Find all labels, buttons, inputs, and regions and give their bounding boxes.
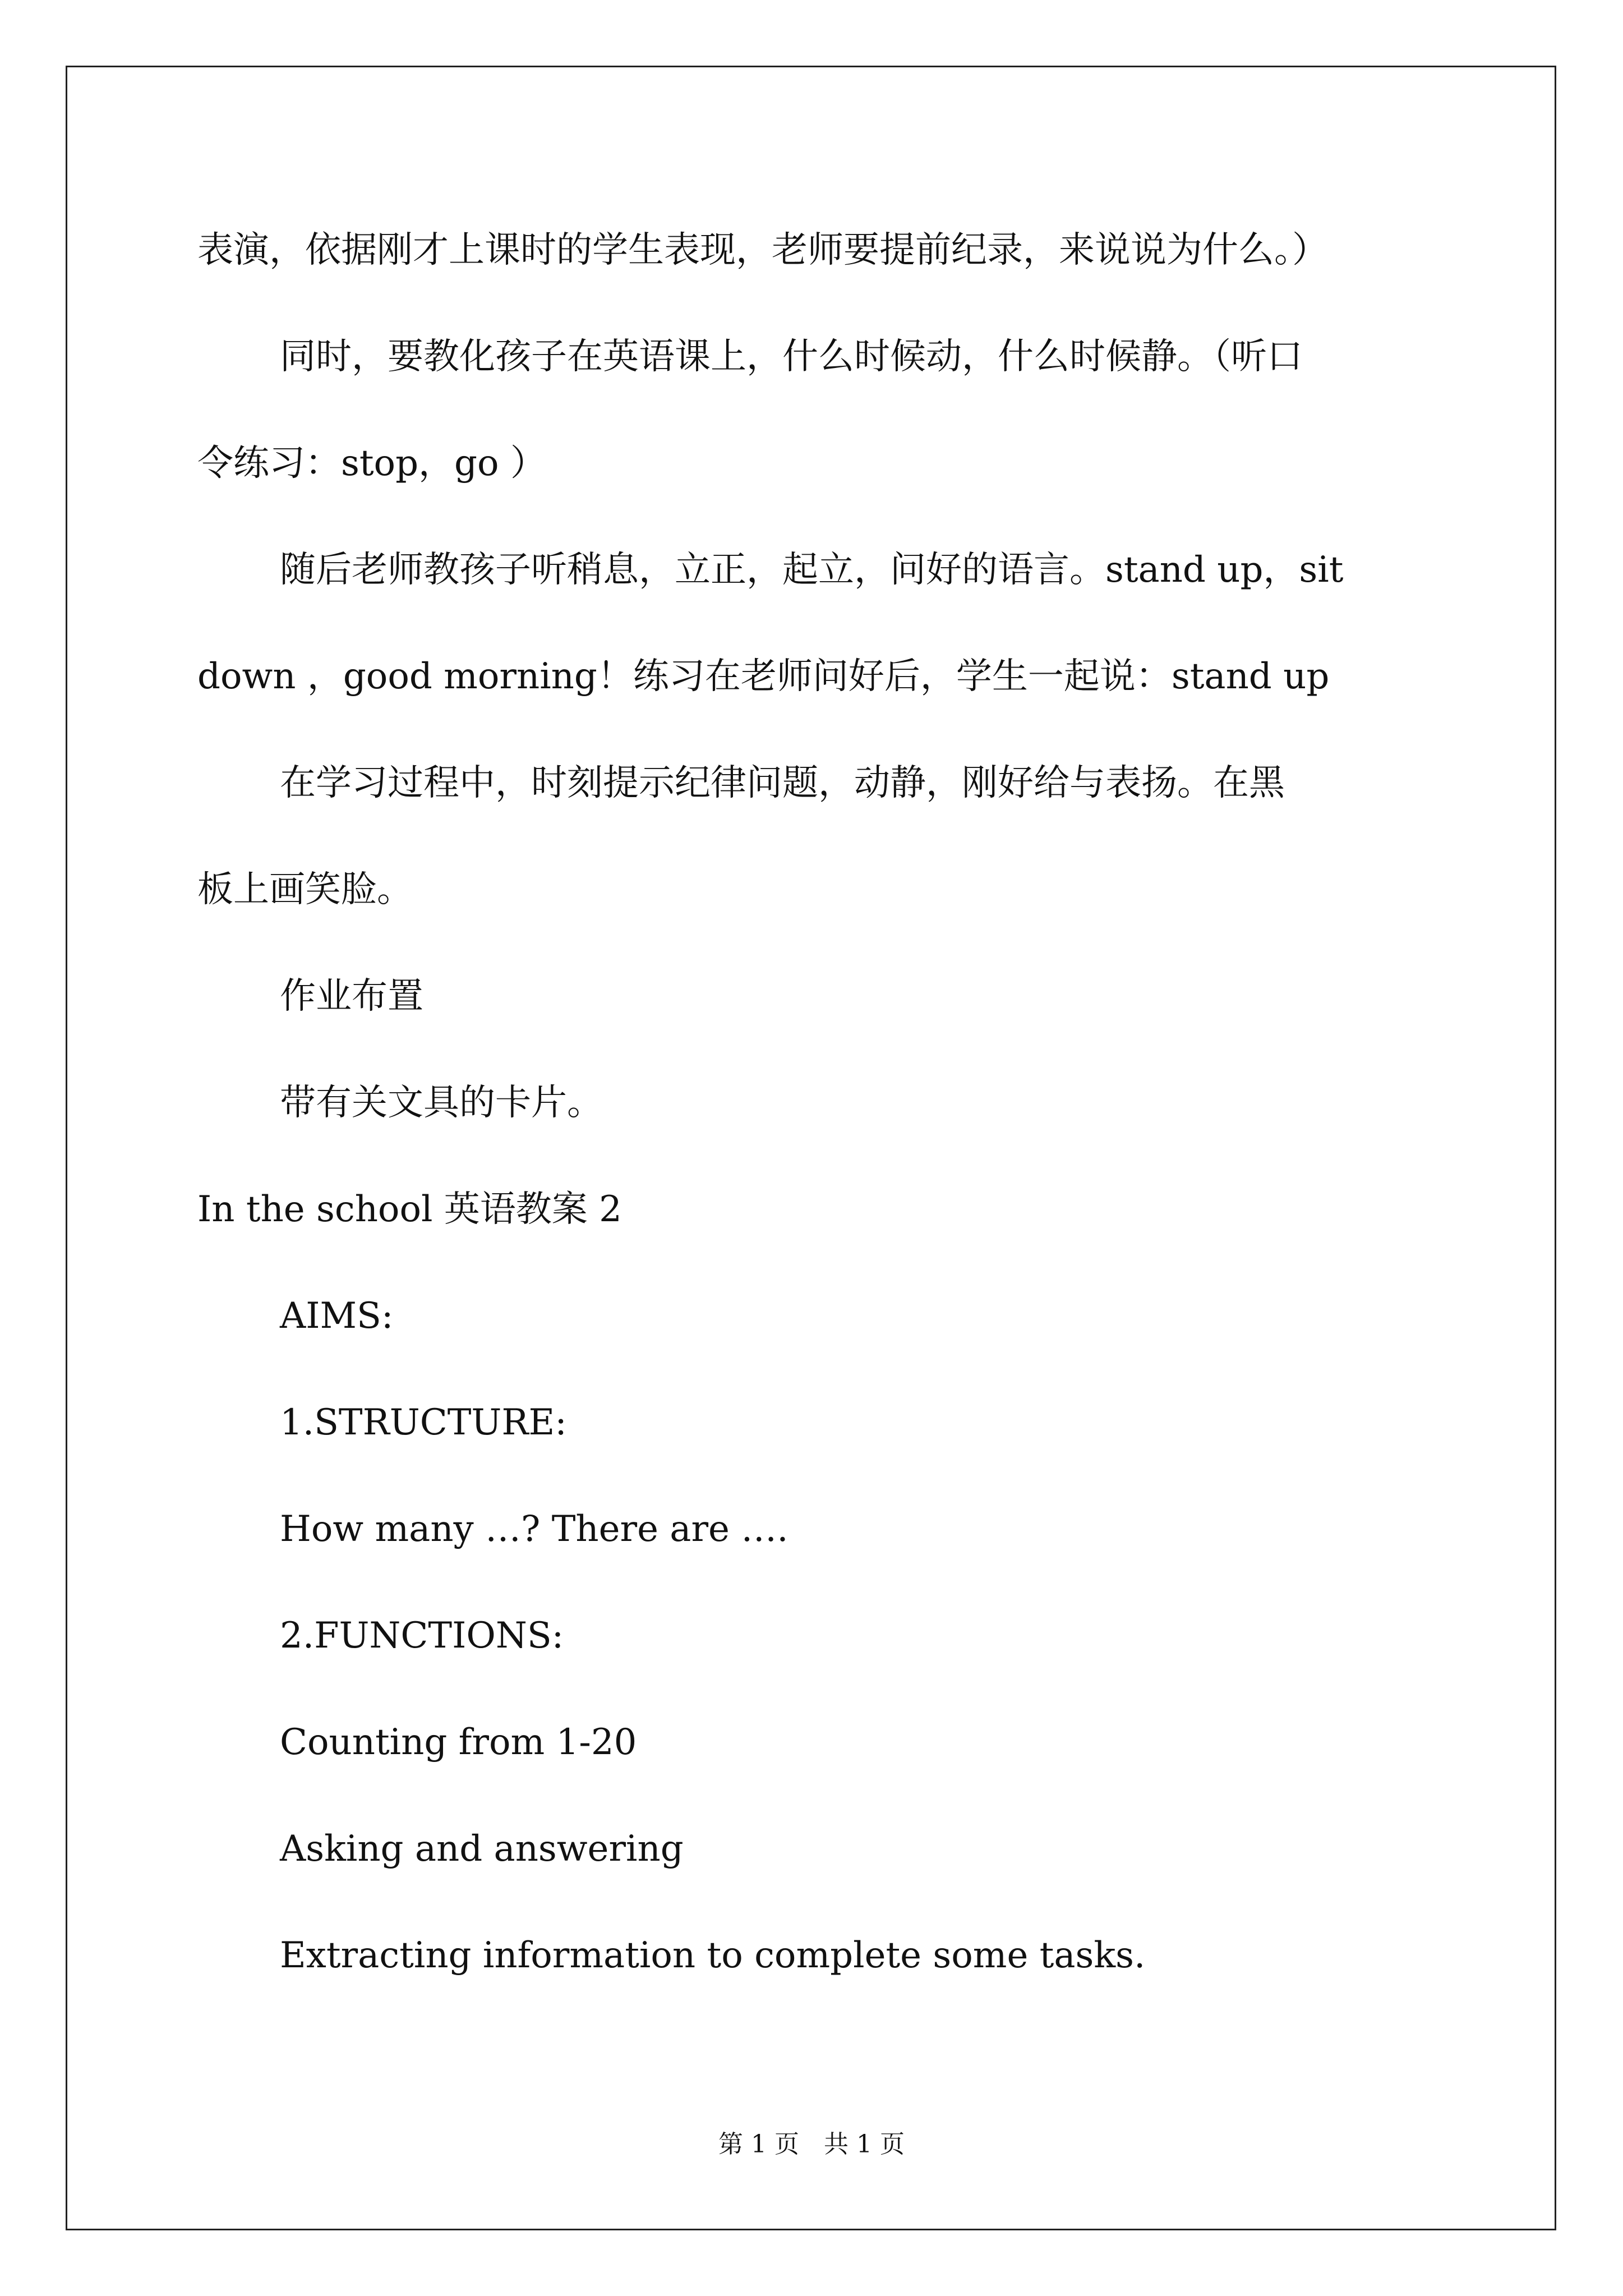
structure-heading: 1.STRUCTURE: <box>280 1402 567 1443</box>
aims-heading: AIMS: <box>280 1295 394 1337</box>
lesson-title: In the school 英语教案 2 <box>197 1189 622 1230</box>
functions-item: Asking and answering <box>280 1828 684 1870</box>
paragraph-line: down ，good morning！练习在老师问好后，学生一起说：stand up <box>197 656 1330 697</box>
functions-item: Counting from 1-20 <box>280 1722 637 1763</box>
page-footer: 第 1 页 共 1 页 <box>718 2130 905 2159</box>
paragraph-line: 在学习过程中，时刻提示纪律问题，动静，刚好给与表扬。在黑 <box>280 762 1285 804</box>
paragraph-line: 表演，依据刚才上课时的学生表现，老师要提前纪录，来说说为什么。） <box>197 229 1328 271</box>
functions-heading: 2.FUNCTIONS: <box>280 1615 564 1657</box>
functions-item: Extracting information to complete some tasks. <box>280 1935 1146 1976</box>
section-heading: 作业布置 <box>280 976 423 1017</box>
paragraph-line: 同时，要教化孩子在英语课上，什么时候动，什么时候静。（听口 <box>280 336 1303 378</box>
paragraph-line: 带有关文具的卡片。 <box>280 1082 603 1124</box>
paragraph-line: 板上画笑脸。 <box>197 869 413 910</box>
structure-item: How many …? There are …. <box>280 1508 789 1550</box>
page-border <box>66 66 1556 2230</box>
paragraph-line: 令练习：stop，go ） <box>197 443 546 484</box>
paragraph-line: 随后老师教孩子听稍息，立正，起立，问好的语言。stand up，sit <box>280 549 1344 591</box>
